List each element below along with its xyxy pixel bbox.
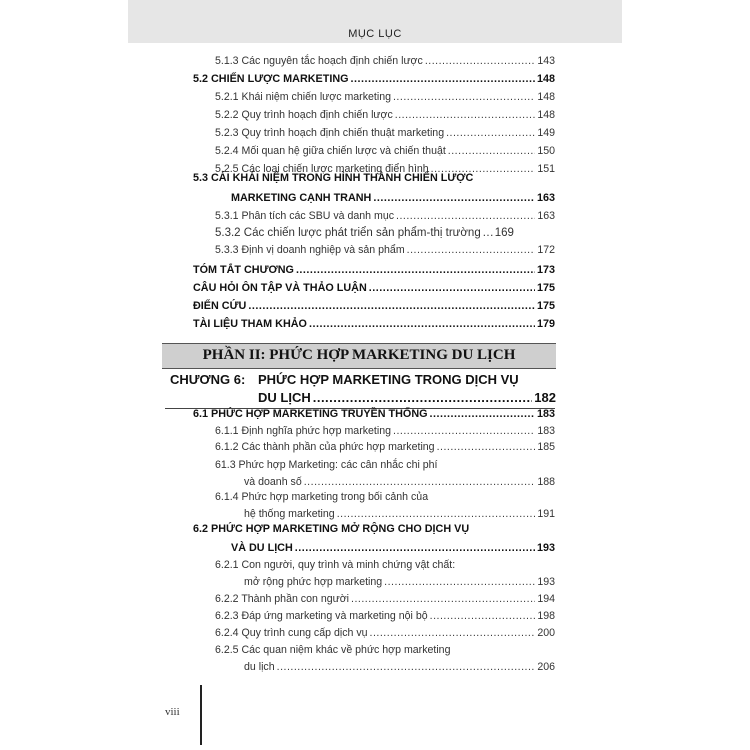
footer-rule	[200, 685, 202, 745]
toc-entry[interactable]: 5.3.3 Định vị doanh nghiệp và sản phẩm ..... 172	[215, 244, 555, 256]
toc-entry[interactable]: 5.3.1 Phân tích các SBU và danh mục ..... 163	[215, 210, 555, 222]
toc-section[interactable]: CÂU HỎI ÔN TẬP VÀ THẢO LUẬN ..... 175	[193, 282, 555, 294]
toc-entry-line1[interactable]: 6.2.5 Các quan niệm khác về phức hợp marketing	[215, 644, 451, 656]
page-header	[128, 0, 622, 43]
toc-entry[interactable]: 6.2.2 Thành phần con người ..... 194	[215, 593, 555, 605]
toc-entry[interactable]: 5.2.5 Các loại chiến lược marketing điển hình ..... 151	[215, 163, 555, 175]
toc-section[interactable]: ĐIỂN CỨU ..... 175	[193, 300, 555, 312]
toc-entry[interactable]: 5.3.2 Các chiến lược phát triển sản phẩm-thị trường ..... 169	[215, 227, 555, 239]
toc-entry-line1[interactable]: 6.2.1 Con người, quy trình và minh chứng vật chất:	[215, 559, 456, 571]
toc-section[interactable]: TÀI LIỆU THAM KHẢO ..... 179	[193, 318, 555, 330]
part-title: PHẦN II: PHỨC HỢP MARKETING DU LỊCH	[202, 347, 516, 363]
toc-entry[interactable]: 6.1.2 Các thành phần của phức hợp marketing ..... 185	[215, 441, 555, 453]
toc-entry-line2[interactable]: du lịch ..... 206	[244, 661, 555, 673]
toc-entry-line2[interactable]: và doanh số ..... 188	[244, 476, 555, 488]
toc-entry[interactable]: 5.2.4 Mối quan hệ giữa chiến lược và chiến thuật ..... 150	[215, 145, 555, 157]
toc-section-line2[interactable]: VÀ DU LỊCH ..... 193	[231, 542, 555, 554]
toc-entry[interactable]: 6.2.4 Quy trình cung cấp dịch vụ ..... 200	[215, 627, 555, 639]
toc-entry[interactable]: 6.1.1 Định nghĩa phức hợp marketing ..... 183	[215, 425, 555, 437]
toc-entry[interactable]: 5.2.1 Khái niệm chiến lược marketing ..... 148	[215, 91, 555, 103]
toc-section-line2[interactable]: MARKETING CẠNH TRANH ..... 163	[231, 192, 555, 204]
toc-section[interactable]: 6.1 PHỨC HỢP MARKETING TRUYỀN THỐNG ..... 183	[193, 408, 555, 420]
toc-section-line1[interactable]: 5.3 CÁI KHÁI NIỆM TRONG HÌNH THÀNH CHIẾN LƯỢC	[193, 172, 474, 184]
toc-entry[interactable]: 5.1.3 Các nguyên tắc hoạch định chiến lược ..... 143	[215, 55, 555, 67]
toc-entry[interactable]: 5.2.2 Quy trình hoạch định chiến lược ..... 148	[215, 109, 555, 121]
part-heading	[162, 343, 556, 369]
toc-entry[interactable]: 6.2.3 Đáp ứng marketing và marketing nội bộ ..... 198	[215, 610, 555, 622]
page-title: MỤC LỤC	[348, 28, 402, 40]
toc-section[interactable]: 5.2 CHIẾN LƯỢC MARKETING ..... 148	[193, 73, 555, 85]
chapter-label: CHƯƠNG 6:	[170, 372, 246, 387]
chapter-title-line1[interactable]: PHỨC HỢP MARKETING TRONG DỊCH VỤ	[258, 372, 519, 387]
toc-entry[interactable]: 5.2.3 Quy trình hoạch định chiến thuật marketing ..... 149	[215, 127, 555, 139]
toc-entry-line1[interactable]: 6.1.4 Phức hợp marketing trong bối cảnh của	[215, 491, 429, 503]
toc-section[interactable]: TÓM TẮT CHƯƠNG ..... 173	[193, 264, 555, 276]
chapter-title-line2[interactable]: DU LỊCH ..... 182	[258, 390, 556, 405]
page-number: viii	[165, 706, 180, 718]
toc-entry-line1[interactable]: 61.3 Phức hợp Marketing: các cân nhắc chi phí	[215, 459, 438, 471]
toc-entry-line2[interactable]: hệ thống marketing ..... 191	[244, 508, 555, 520]
toc-section-line1[interactable]: 6.2 PHỨC HỢP MARKETING MỞ RỘNG CHO DỊCH VỤ	[193, 523, 470, 535]
toc-entry-line2[interactable]: mở rộng phức hợp marketing ..... 193	[244, 576, 555, 588]
